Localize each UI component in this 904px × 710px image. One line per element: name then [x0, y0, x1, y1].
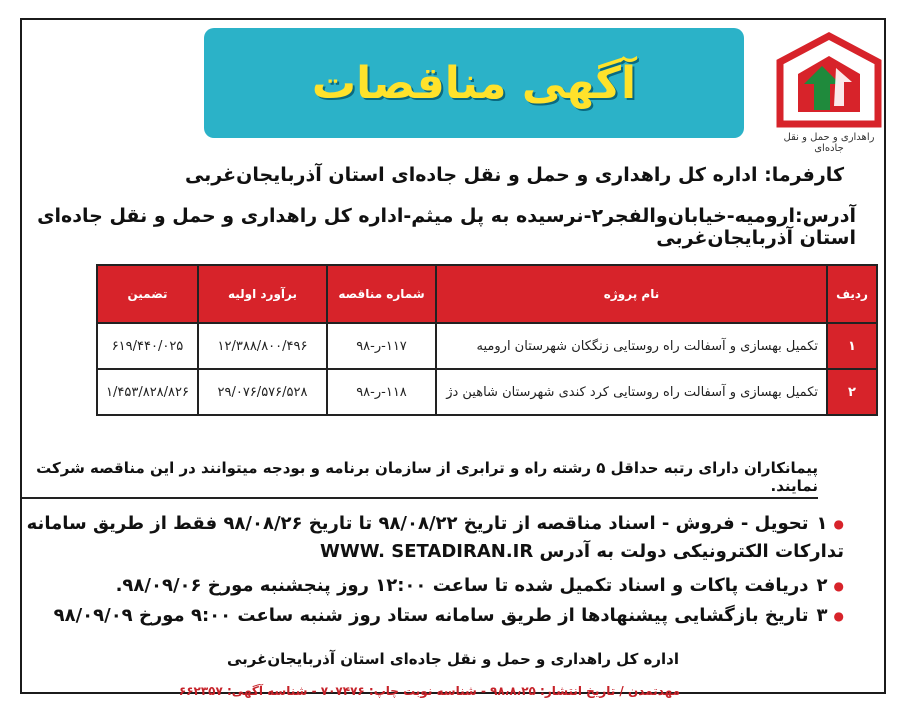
road-logo-icon — [774, 32, 884, 132]
header-project: نام پروژه — [436, 265, 827, 323]
logo-caption: راهداری و حمل و نقل جاده‌ای — [783, 132, 875, 154]
tender-number: ۱۱۸-ر-۹۸ — [327, 369, 436, 415]
row-number: ۲ — [827, 369, 877, 415]
table-row — [97, 323, 877, 369]
header-estimate: برآورد اولیه — [198, 265, 327, 323]
table-row — [97, 369, 877, 415]
footer-publication-info: مهدتمدن / تاریخ انتشار: ۹۸،۸،۲۵ - شناسه نوبت چاپ: ۷۰۷۴۷۶ - شناسه آگهی: ۶۶۲۳۵۷ — [178, 684, 680, 698]
item-text: دریافت پاکات و اسناد تکمیل شده تا ساعت ۱۲:۰۰ روز پنجشنبه مورخ ۹۸/۰۹/۰۶. — [115, 575, 809, 596]
title-banner — [204, 28, 744, 138]
footer-organization: اداره کل راهداری و حمل و نقل جاده‌ای استان آذربایجان‌غربی — [226, 650, 679, 668]
bullet-icon: ● — [833, 578, 844, 593]
item-text: تاریخ بازگشایی پیشنهادها از طریق سامانه ستاد روز شنبه ساعت ۹:۰۰ مورخ ۹۸/۰۹/۰۹ — [53, 605, 809, 626]
tender-table — [96, 264, 878, 416]
banner-title: آگهی مناقصات — [311, 57, 637, 109]
address-line: آدرس:ارومیه-خیابان‌والفجر۲-نرسیده به پل میثم-اداره کل راهداری و حمل و نقل جاده‌ای استان آذربایجان‌غربی — [37, 205, 856, 249]
item-number: ۱ — [816, 513, 828, 534]
bullet-icon: ● — [833, 516, 844, 531]
guarantee-value: ۶۱۹/۴۴۰/۰۲۵ — [97, 323, 198, 369]
eligibility-note: پیمانکاران دارای رتبه حداقل ۵ رشته راه و ترابری از سازمان برنامه و بودجه میتوانند در این مناقصه شرکت نمایند. — [22, 459, 818, 499]
header-row-number: ردیف — [827, 265, 877, 323]
list-item — [4, 510, 844, 566]
bullet-icon: ● — [833, 608, 844, 623]
employer-line: کارفرما: اداره کل راهداری و حمل و نقل جاده‌ای استان آذربایجان‌غربی — [184, 164, 844, 186]
project-name: تکمیل بهسازی و آسفالت راه روستایی کرد کندی شهرستان شاهین دژ — [436, 369, 827, 415]
list-item — [4, 602, 844, 630]
list-item — [4, 572, 844, 600]
guarantee-value: ۱/۴۵۳/۸۲۸/۸۲۶ — [97, 369, 198, 415]
project-name: تکمیل بهسازی و آسفالت راه روستایی زنگکان شهرستان ارومیه — [436, 323, 827, 369]
notice-frame — [20, 18, 886, 698]
row-number: ۱ — [827, 323, 877, 369]
table-header-row — [97, 265, 877, 323]
estimate-value: ۱۲/۳۸۸/۸۰۰/۴۹۶ — [198, 323, 327, 369]
estimate-value: ۲۹/۰۷۶/۵۷۶/۵۲۸ — [198, 369, 327, 415]
item-number: ۲ — [816, 575, 828, 596]
org-logo — [774, 32, 884, 154]
header-tender-number: شماره مناقصه — [327, 265, 436, 323]
item-number: ۳ — [816, 605, 828, 626]
tender-number: ۱۱۷-ر-۹۸ — [327, 323, 436, 369]
item-text: تحویل - فروش - اسناد مناقصه از تاریخ ۹۸/۰۸/۲۲ تا تاریخ ۹۸/۰۸/۲۶ فقط از طریق سامانه تدارکات الکترونیکی دولت به آدرس WWW. SETADIRAN.IR — [26, 513, 844, 562]
header-guarantee: تضمین — [97, 265, 198, 323]
